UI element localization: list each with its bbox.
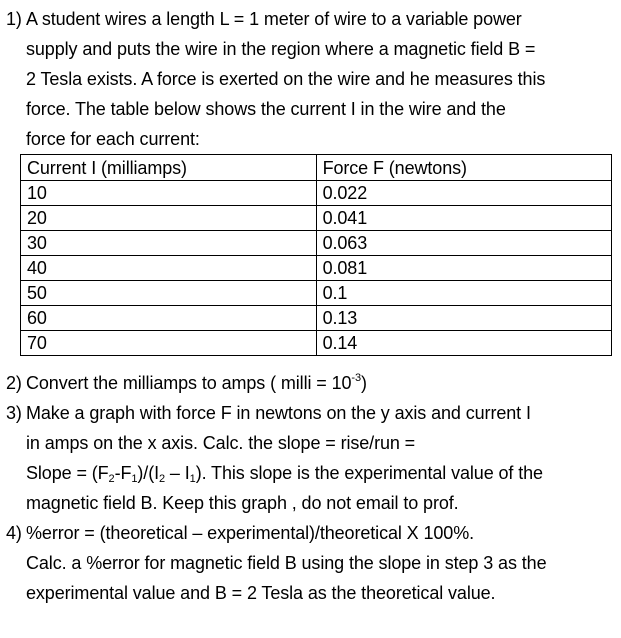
table-row	[21, 281, 612, 306]
q3-line-1: Make a graph with force F in newtons on the y axis and current I	[26, 403, 531, 423]
header-force: Force F (newtons)	[316, 155, 611, 181]
current-force-table	[20, 154, 612, 356]
force-cell: 0.13	[316, 306, 611, 331]
subscript: 2	[159, 473, 166, 485]
q3-line-4: magnetic field B. Keep this graph , do not email to prof.	[26, 493, 459, 513]
table-row	[21, 306, 612, 331]
q3-line-2: in amps on the x axis. Calc. the slope = rise/run =	[26, 433, 416, 453]
table-header-row	[21, 155, 612, 181]
current-cell: 60	[21, 306, 317, 331]
table-row	[21, 181, 612, 206]
slope-formula-part: )/(I	[137, 463, 159, 483]
q4-line-3: experimental value and B = 2 Tesla as the theoretical value.	[26, 583, 496, 603]
force-cell: 0.041	[316, 206, 611, 231]
q1-number: 1)	[6, 9, 22, 29]
subscript: 1	[131, 473, 138, 485]
q2-close: )	[361, 373, 367, 393]
q2-text	[26, 372, 367, 394]
table-row	[21, 256, 612, 281]
force-cell: 0.081	[316, 256, 611, 281]
force-cell: 0.1	[316, 281, 611, 306]
current-cell: 10	[21, 181, 317, 206]
q4-line-1: %error = (theoretical – experimental)/theoretical X 100%.	[26, 523, 475, 543]
q1-line-4: force. The table below shows the current I in the wire and the	[26, 99, 506, 119]
slope-formula-part: – I	[165, 463, 190, 483]
q2-exponent: -3	[351, 372, 362, 384]
current-cell: 50	[21, 281, 317, 306]
force-cell: 0.14	[316, 331, 611, 356]
q1-line-3: 2 Tesla exists. A force is exerted on the wire and he measures this	[26, 69, 546, 89]
q4-number: 4)	[6, 523, 22, 543]
q2-main-text: Convert the milliamps to amps ( milli = 10	[26, 373, 352, 393]
q1-line-1: A student wires a length L = 1 meter of wire to a variable power	[26, 9, 522, 29]
q1-line-2: supply and puts the wire in the region where a magnetic field B =	[26, 39, 536, 59]
table-row	[21, 231, 612, 256]
current-cell: 70	[21, 331, 317, 356]
current-cell: 20	[21, 206, 317, 231]
current-cell: 40	[21, 256, 317, 281]
q2-number: 2)	[6, 373, 22, 393]
q3-number: 3)	[6, 403, 22, 423]
q3-line-3	[26, 462, 543, 484]
current-cell: 30	[21, 231, 317, 256]
table-row	[21, 331, 612, 356]
q4-line-2: Calc. a %error for magnetic field B using the slope in step 3 as the	[26, 553, 547, 573]
table-row	[21, 206, 612, 231]
q1-line-5: force for each current:	[26, 129, 200, 149]
slope-formula-part: -F	[114, 463, 132, 483]
slope-formula-part: Slope = (F	[26, 463, 109, 483]
subscript: 1	[189, 473, 196, 485]
force-cell: 0.063	[316, 231, 611, 256]
header-current: Current I (milliamps)	[21, 155, 317, 181]
subscript: 2	[108, 473, 115, 485]
force-cell: 0.022	[316, 181, 611, 206]
slope-formula-part: ). This slope is the experimental value of the	[195, 463, 543, 483]
